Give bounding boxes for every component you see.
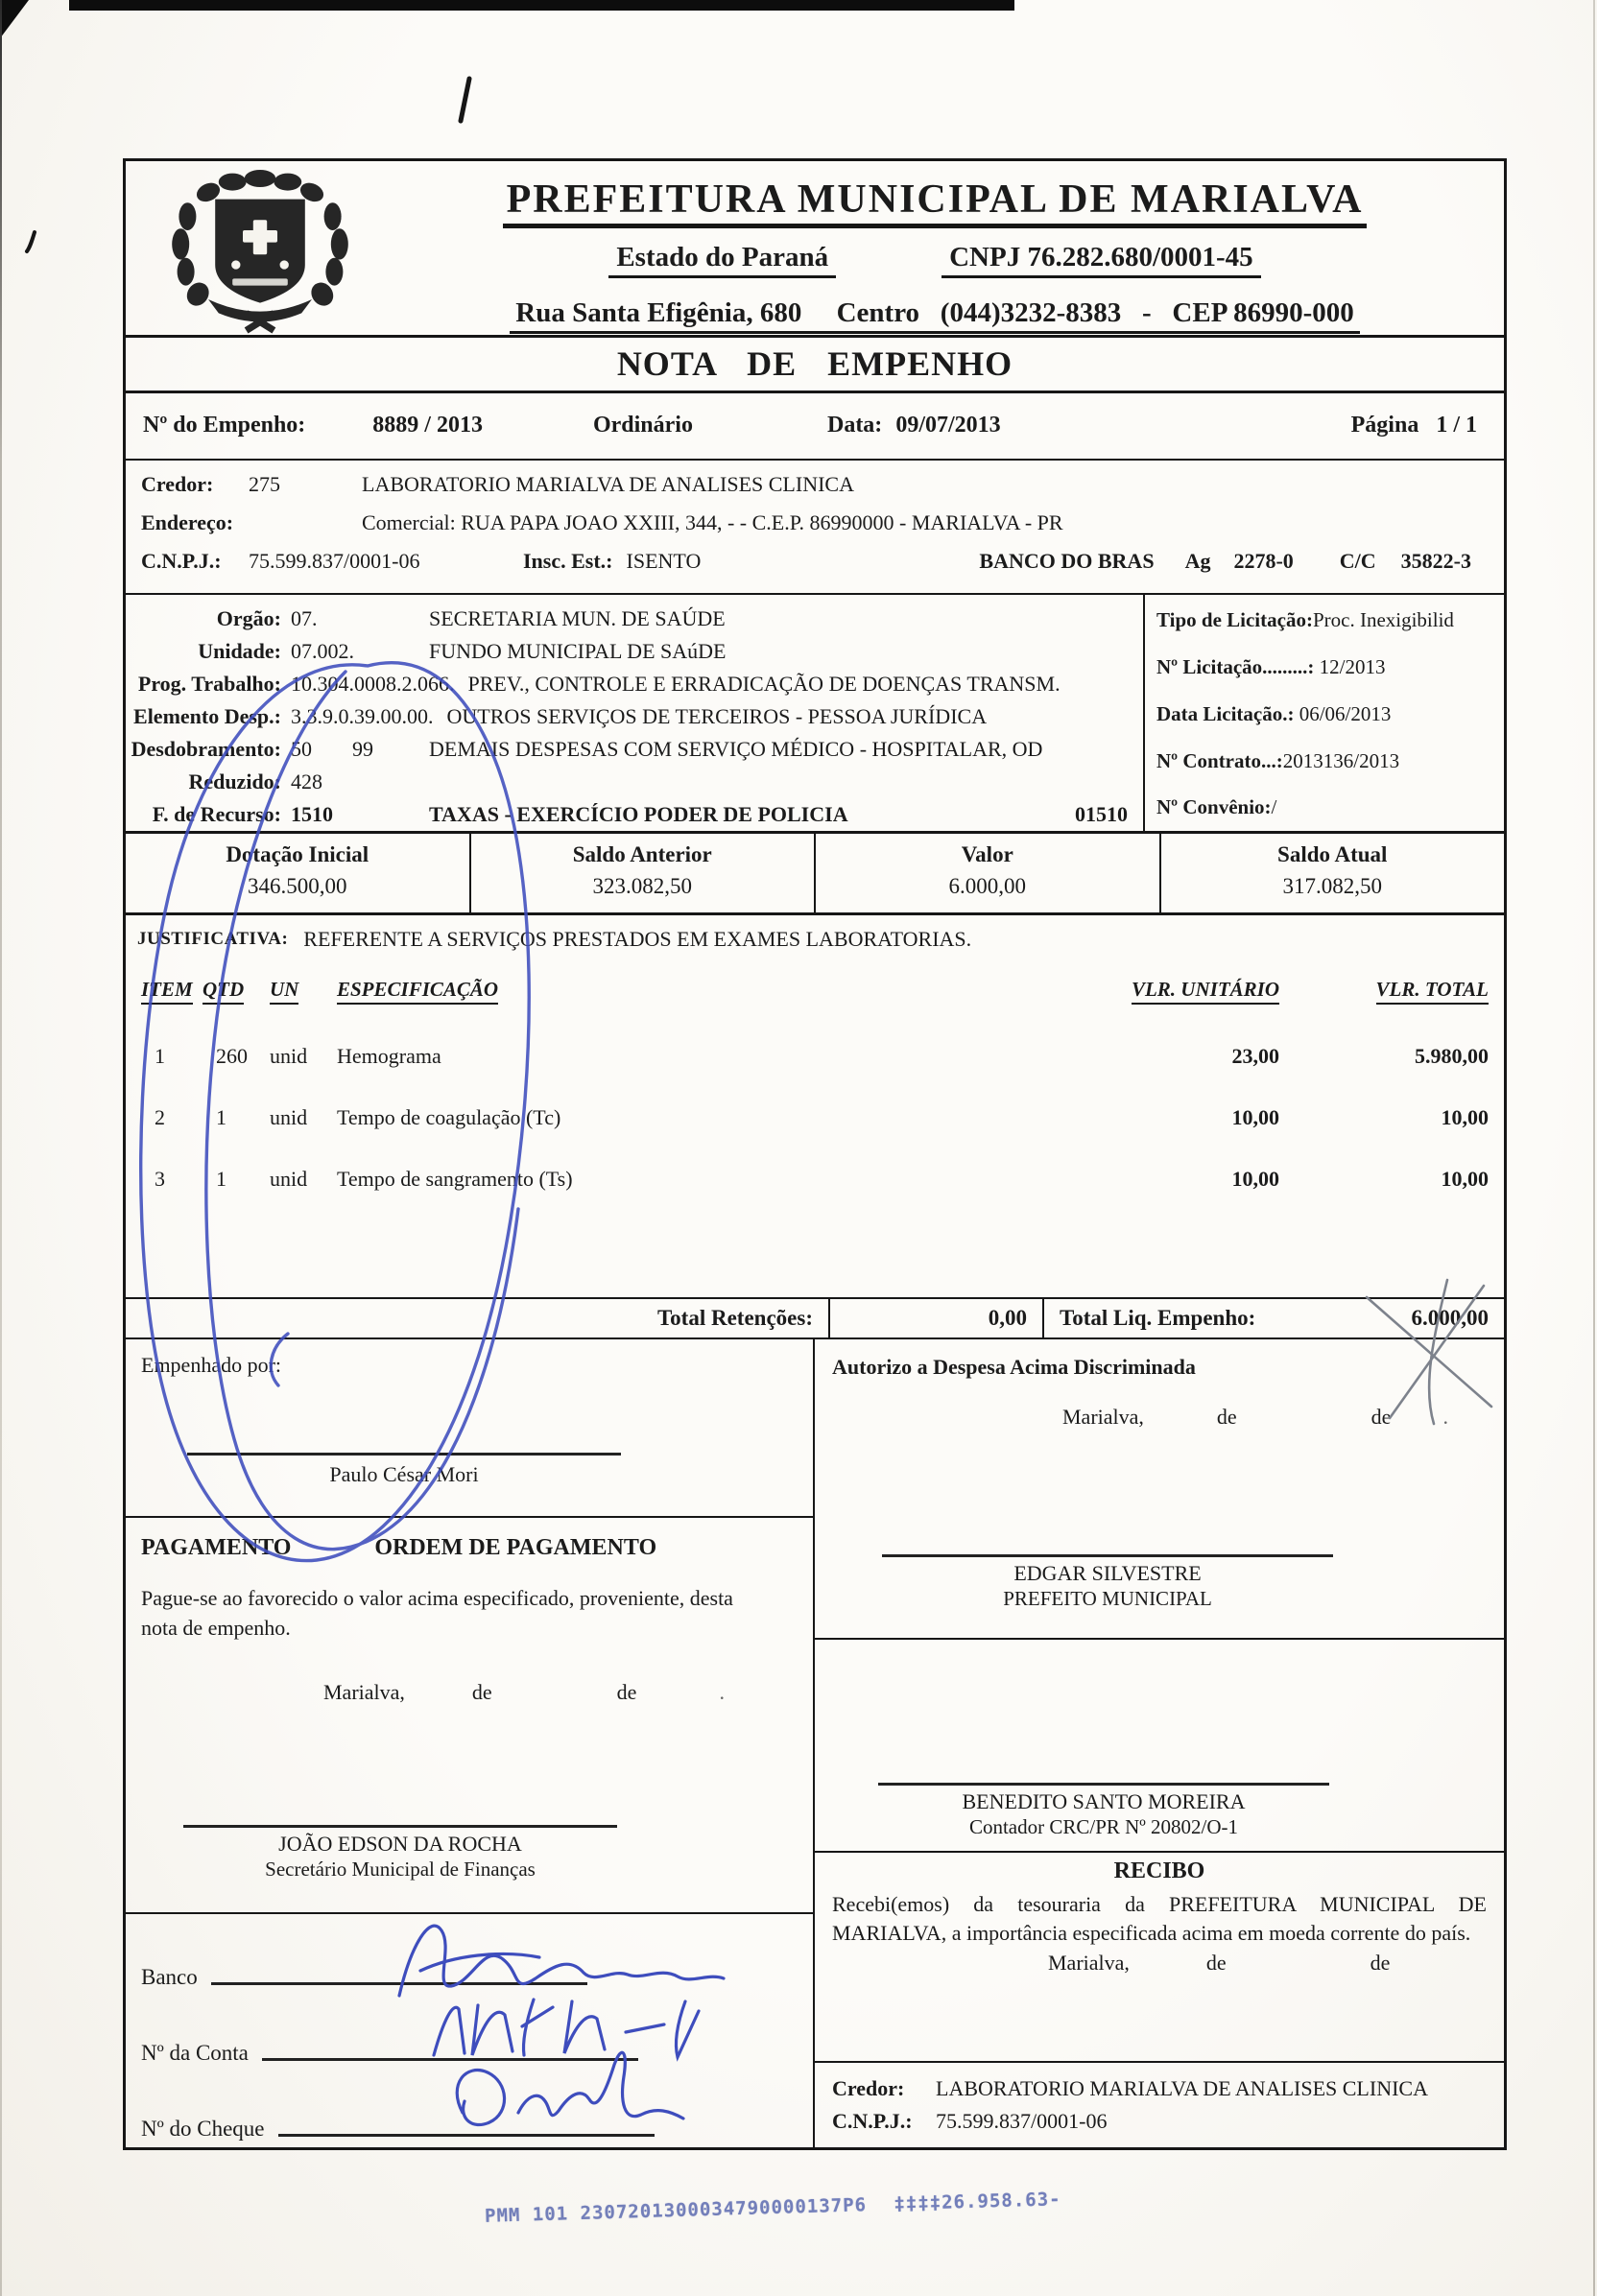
fonte-recurso-desc: TAXAS - EXERCÍCIO PODER DE POLICIA <box>429 802 848 827</box>
empenhado-cell <box>126 1339 813 1518</box>
dotacao-inicial-label: Dotação Inicial <box>226 842 369 867</box>
num-licitacao-value: 12/2013 <box>1314 655 1386 679</box>
credor-code: 275 <box>249 472 280 497</box>
table-row: 3 1 unid Tempo de sangramento (Ts) 10,00 10,00 <box>155 1166 1489 1191</box>
justificativa-row <box>126 915 1504 962</box>
credor-footer-value: LABORATORIO MARIALVA DE ANALISES CLINICA <box>936 2076 1428 2101</box>
finance-name: JOÃO EDSON DA ROCHA <box>278 1832 522 1857</box>
credor-name: LABORATORIO MARIALVA DE ANALISES CLINICA <box>362 472 854 497</box>
recibo-cell <box>815 1853 1504 2063</box>
fonte-recurso-extra-code: 01510 <box>1075 802 1128 827</box>
pagamento-cell <box>126 1518 813 1914</box>
signature-line <box>187 1453 621 1456</box>
left-column <box>126 1339 815 2147</box>
tipo-licitacao-label: Tipo de Licitação: <box>1156 608 1313 632</box>
elemento-desp-row <box>126 700 1143 733</box>
pagamento-title: PAGAMENTO <box>141 1535 292 1561</box>
tipo-licitacao-row <box>1156 608 1500 632</box>
unidade-row <box>126 635 1143 668</box>
total-liq-cell <box>1044 1299 1504 1337</box>
autorizo-title: Autorizo a Despesa Acima Discriminada <box>832 1355 1196 1380</box>
col-un: UN <box>270 978 298 1005</box>
form-header <box>126 161 1504 338</box>
ordem-pagamento-title: ORDEM DE PAGAMENTO <box>374 1535 657 1561</box>
coat-of-arms-icon <box>156 161 364 334</box>
empenho-number-row <box>126 393 1504 462</box>
desdobramento-row <box>126 733 1143 766</box>
desdobramento-code: 50 <box>291 737 312 762</box>
elemento-desp-desc: OUTROS SERVIÇOS DE TERCEIROS - PESSOA JURÍDICA <box>446 704 988 729</box>
empenho-number-label: Nº do Empenho: <box>143 413 306 438</box>
desdobramento-label: Desdobramento: <box>131 737 281 762</box>
autorizo-cell <box>815 1339 1504 1640</box>
num-contrato-label: Nº Contrato...: <box>1156 748 1283 772</box>
total-retencoes-label: Total Retenções: <box>126 1299 830 1337</box>
data-licitacao-label: Data Licitação.: <box>1156 701 1295 725</box>
credor-footer-label: Credor: <box>832 2076 905 2101</box>
estado-label: Estado do Paraná <box>608 242 836 278</box>
stamp-amount: ‡‡‡‡26.958.63- <box>894 2189 1061 2215</box>
page-title: PREFEITURA MUNICIPAL DE MARIALVA <box>503 177 1368 228</box>
saldo-anterior-col <box>469 834 815 912</box>
cheque-fill-line <box>278 2134 655 2137</box>
data-licitacao-value: 06/06/2013 <box>1294 701 1392 725</box>
agency-value: 2278-0 <box>1233 549 1294 574</box>
saldo-anterior-label: Saldo Anterior <box>572 842 712 867</box>
contador-signature-block <box>878 1783 1329 1839</box>
cnpj-row <box>141 549 1489 587</box>
num-contrato-row <box>1156 749 1500 773</box>
pagamento-header <box>141 1535 798 1561</box>
credor-footer-row <box>832 2076 1487 2101</box>
bank-info <box>979 549 1471 574</box>
fonte-recurso-code: 1510 <box>291 802 333 827</box>
reduzido-code: 428 <box>291 769 322 794</box>
col-vlr-total: VLR. TOTAL <box>1376 978 1489 1005</box>
endereco-value: Comercial: RUA PAPA JOAO XXIII, 344, - - C.E.P. 86990000 - MARIALVA - PR <box>362 510 1063 535</box>
banco-field-row <box>141 1920 798 1996</box>
dotacao-table <box>126 834 1504 915</box>
credor-footer-cell <box>815 2063 1504 2147</box>
num-convenio-label: Nº Convênio: <box>1156 795 1272 819</box>
desdobramento-code2: 99 <box>352 737 373 762</box>
dotacao-inicial-value: 346.500,00 <box>248 874 347 899</box>
orcamento-rows <box>126 595 1143 831</box>
scan-edge-artifact-left <box>0 0 2 2296</box>
totals-row <box>126 1297 1504 1339</box>
total-retencoes-value: 0,00 <box>830 1299 1044 1337</box>
banco-field-label: Banco <box>141 1965 198 1990</box>
date-label: Data: <box>826 413 883 438</box>
conta-fill-line <box>262 2058 638 2061</box>
signatures-area <box>126 1339 1504 2147</box>
scan-edge-artifact-right <box>1593 0 1595 2296</box>
mayor-role: PREFEITO MUNICIPAL <box>1003 1587 1212 1611</box>
licitacao-panel <box>1143 595 1504 831</box>
table-row: 1 260 unid Hemograma 23,00 5.980,00 <box>155 1043 1489 1068</box>
fonte-recurso-row <box>126 798 1143 831</box>
elemento-desp-code: 3.3.9.0.39.00.00. <box>291 704 434 729</box>
municipal-coat-of-arms <box>126 161 394 335</box>
table-row: 2 1 unid Tempo de coagulação (Tc) 10,00 10,00 <box>155 1104 1489 1129</box>
items-table-body <box>126 1019 1504 1297</box>
fonte-recurso-label: F. de Recurso: <box>152 802 281 827</box>
cnpj-footer-label: C.N.P.J.: <box>832 2109 913 2134</box>
recibo-text: Recebi(emos) da tesouraria da PREFEITURA MUNICIPAL DE MARIALVA, a importância especificada acima em moeda corrente do país. <box>832 1892 1487 1945</box>
city-date-line: Marialva, de de . <box>323 1679 725 1704</box>
valor-col <box>814 834 1159 912</box>
address-line: Rua Santa Efigênia, 680 Centro (044)3232-8383 - CEP 86990-000 <box>510 297 1359 334</box>
items-table-header <box>126 962 1504 1018</box>
cnpj-footer-value: 75.599.837/0001-06 <box>936 2109 1108 2134</box>
unidade-code: 07.002. <box>291 639 354 664</box>
elemento-desp-label: Elemento Desp.: <box>133 704 281 729</box>
reduzido-label: Reduzido: <box>188 769 281 794</box>
doc-title: NOTA DE EMPENHO <box>126 338 1504 393</box>
finance-role: Secretário Municipal de Finanças <box>265 1858 536 1882</box>
empenhado-label: Empenhado por: <box>141 1353 282 1378</box>
num-convenio-row <box>1156 795 1500 819</box>
banco-fill-line <box>211 1982 587 1985</box>
endereco-label: Endereço: <box>141 510 234 535</box>
saldo-atual-value: 317.082,50 <box>1282 874 1382 899</box>
orgao-label: Orgão: <box>216 606 281 631</box>
col-item: ITEM <box>141 978 193 1005</box>
scan-edge-artifact-corner <box>0 0 29 38</box>
saldo-atual-col <box>1159 834 1505 912</box>
total-liq-value: 6.000,00 <box>1411 1306 1489 1331</box>
header-subtitle-row <box>608 242 1260 278</box>
contador-role: Contador CRC/PR Nº 20802/O-1 <box>968 1815 1239 1839</box>
col-qtd: QTD <box>203 978 244 1005</box>
tipo-licitacao-value: Proc. Inexigibilid <box>1312 608 1454 632</box>
cnpj-value: 75.599.837/0001-06 <box>249 549 420 574</box>
desdobramento-desc: DEMAIS DESPESAS COM SERVIÇO MÉDICO - HOSPITALAR, OD <box>429 737 1043 762</box>
finance-signature-block <box>183 1825 617 1882</box>
reduzido-row <box>126 766 1143 798</box>
account-label: C/C <box>1339 549 1376 574</box>
num-contrato-value: 2013136/2013 <box>1282 748 1400 772</box>
prog-trabalho-desc: PREV., CONTROLE E ERRADICAÇÃO DE DOENÇAS TRANSM. <box>467 672 1061 697</box>
saldo-atual-label: Saldo Atual <box>1277 842 1388 867</box>
mayor-name: EDGAR SILVESTRE <box>1013 1561 1202 1586</box>
header-text <box>394 161 1504 335</box>
date-value: 09/07/2013 <box>895 413 1001 438</box>
page-indicator <box>1351 413 1477 438</box>
data-licitacao-row <box>1156 702 1500 726</box>
orgao-row <box>126 603 1143 635</box>
conta-field-row <box>141 1996 798 2071</box>
credor-row <box>141 472 1489 510</box>
unidade-desc: FUNDO MUNICIPAL DE SAúDE <box>429 639 727 664</box>
orgao-desc: SECRETARIA MUN. DE SAÚDE <box>429 606 726 631</box>
city-date-line: Marialva, de de . <box>1062 1405 1448 1430</box>
prog-trabalho-code: 10.304.0008.2.066. <box>291 672 455 697</box>
empenho-number: 8889 / 2013 <box>372 413 483 438</box>
page-value: 1 / 1 <box>1436 413 1477 438</box>
contador-cell <box>815 1640 1504 1853</box>
cnpj-footer-row <box>832 2109 1487 2134</box>
saldo-anterior-value: 323.082,50 <box>592 874 692 899</box>
dotacao-inicial-col <box>126 834 469 912</box>
account-value: 35822-3 <box>1400 549 1471 574</box>
orgao-code: 07. <box>291 606 318 631</box>
agency-label: Ag <box>1184 549 1211 574</box>
valor-label: Valor <box>961 842 1013 867</box>
total-liq-label: Total Liq. Empenho: <box>1060 1306 1256 1331</box>
num-licitacao-label: Nº Licitação.........: <box>1156 655 1315 679</box>
city-date-line: Marialva, de de <box>1048 1951 1391 1976</box>
mayor-signature-block <box>882 1554 1333 1611</box>
recibo-title: RECIBO <box>1113 1858 1205 1884</box>
pague-se-text: Pague-se ao favorecido o valor acima especificado, proveniente, desta nota de empenho. <box>141 1586 733 1640</box>
empenho-kind: Ordinário <box>592 413 693 438</box>
machine-validation-stamp <box>485 2189 1061 2227</box>
unidade-label: Unidade: <box>198 639 281 664</box>
signature-line <box>183 1825 617 1828</box>
contador-name: BENEDITO SANTO MOREIRA <box>962 1789 1246 1814</box>
insc-est-value: ISENTO <box>626 549 702 574</box>
conta-field-label: Nº da Conta <box>141 2041 249 2066</box>
right-column <box>815 1339 1504 2147</box>
signature-line <box>878 1783 1329 1786</box>
bank-name: BANCO DO BRAS <box>979 549 1155 574</box>
cnpj-label: CNPJ 76.282.680/0001-45 <box>942 242 1261 278</box>
signature-line <box>882 1554 1333 1557</box>
orcamento-block <box>126 595 1504 834</box>
num-licitacao-row <box>1156 655 1500 679</box>
nota-de-empenho-form <box>123 158 1507 2150</box>
cheque-field-row <box>141 2071 798 2147</box>
col-especificacao: ESPECIFICAÇÃO <box>337 978 498 1005</box>
insc-est-label: Insc. Est.: <box>523 549 613 574</box>
endereco-row <box>141 510 1489 549</box>
scan-edge-artifact-top <box>69 0 1014 11</box>
bank-fields-cell <box>126 1914 813 2147</box>
prog-trabalho-row <box>126 668 1143 700</box>
justificativa-text: REFERENTE A SERVIÇOS PRESTADOS EM EXAMES LABORATORIAS. <box>303 926 972 951</box>
page-label: Página <box>1350 413 1419 438</box>
stamp-id: PMM 101 2307201300034790000137P6 <box>484 2194 868 2227</box>
num-convenio-value: / <box>1271 795 1277 819</box>
credor-block <box>126 461 1504 595</box>
credor-label: Credor: <box>141 472 214 497</box>
valor-value: 6.000,00 <box>948 874 1026 899</box>
empenhado-signer-name: Paulo César Mori <box>329 1462 479 1487</box>
cnpj-label: C.N.P.J.: <box>141 549 222 574</box>
prog-trabalho-label: Prog. Trabalho: <box>137 672 281 697</box>
cheque-field-label: Nº do Cheque <box>141 2117 265 2142</box>
justificativa-label: JUSTIFICATIVA: <box>137 928 289 949</box>
col-vlr-unitario: VLR. UNITÁRIO <box>1132 978 1279 1005</box>
